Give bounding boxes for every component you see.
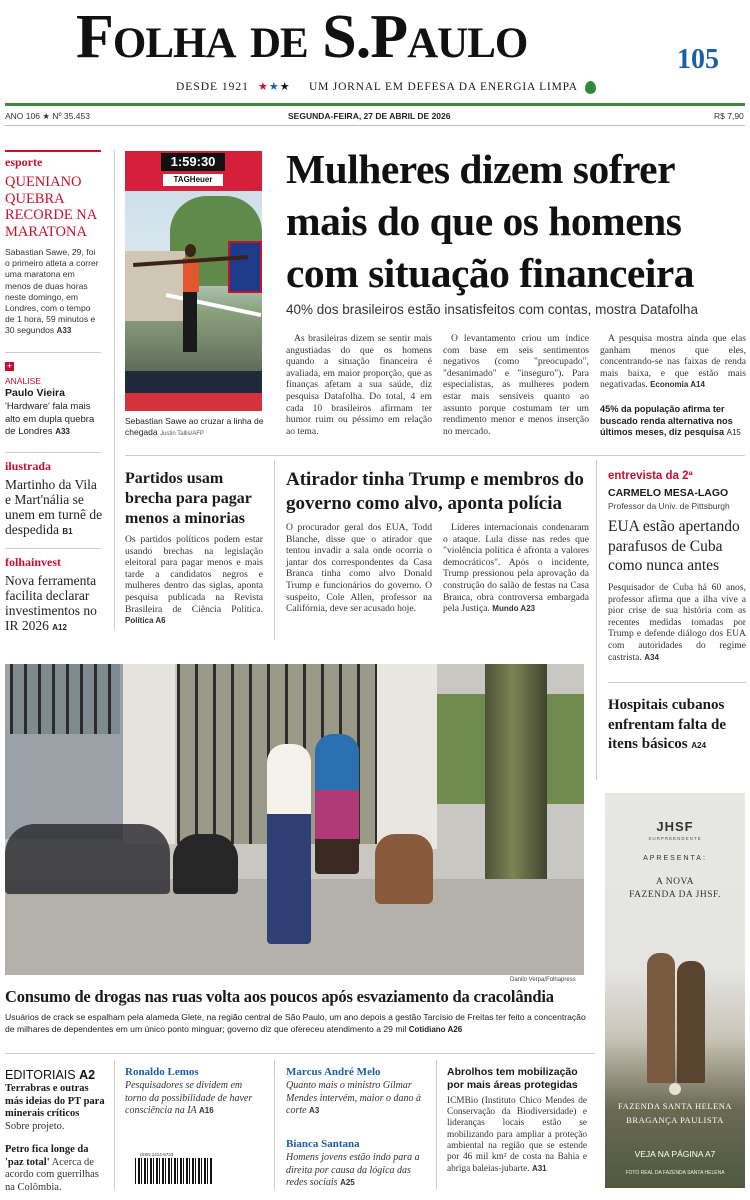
barcode-text: ISSN 1414-5723 xyxy=(140,1152,174,1157)
ad-brand-sub: SURPREENDENTE xyxy=(648,836,702,841)
col-divider xyxy=(114,1060,115,1190)
ad-farm: FAZENDA SANTA HELENA xyxy=(618,1101,732,1111)
wall-right xyxy=(377,664,437,849)
ad-farm-sub: BRAGANÇA PAULISTA xyxy=(626,1115,724,1125)
stars-icon: ★★★ xyxy=(258,81,291,93)
runner-legs xyxy=(183,292,197,352)
masthead-title xyxy=(76,2,527,72)
ilustrada-headline: Martinho da Vila e Mart'nália se unem em turnê de despedida B1 xyxy=(5,477,103,537)
atirador-col-2: Líderes internacionais condenaram o ataque. Lula disse nas redes que "violência política é afronta a valores democráticos". Após o incidente, Trump pressionou pela aprovação da construção do salão de festas na Casa Branca, obra controversa embargada pela Justiça. Mundo A23 xyxy=(443,522,589,615)
atirador-headline: Atirador tinha Trump e membros do governo como alvo, aponta polícia xyxy=(286,469,584,514)
entrevista-headline: EUA estão apertando parafusos de Cuba como nunca antes xyxy=(608,518,740,574)
col-divider xyxy=(596,460,597,780)
editoriais-label: EDITORIAIS A2 xyxy=(5,1068,96,1082)
entrevista-body: Pesquisador de Cuba há 60 anos, professor afirma que a ilha vive a pior crise de sua história com as recentes medidas tomadas por Trump e defende diálogo dos EUA com autoridades do regime castrista. A34 xyxy=(608,582,746,663)
barrier xyxy=(125,371,262,393)
barcode xyxy=(135,1158,213,1184)
ad-couple-figure-2 xyxy=(677,961,705,1083)
ad-couple-figure-1 xyxy=(647,953,675,1083)
columnist-text: Quanto mais o ministro Gilmar Mendes intervém, maior o dano à corte A3 xyxy=(286,1080,421,1116)
ad-foot: FOTO REAL DA FAZENDA SANTA HELENA xyxy=(625,1170,725,1176)
marathon-photo xyxy=(125,151,262,411)
mid-rule xyxy=(125,455,745,456)
standing-person xyxy=(315,734,359,874)
ad-line-2: FAZENDA DA JHSF. xyxy=(629,890,721,900)
columnist-3 xyxy=(286,1138,426,1190)
editoriais-item-2: Petro fica longe da 'paz total' Acerca de acordo com guerrilhas na Colômbia. xyxy=(5,1144,99,1193)
folhainvest-headline: Nova ferramenta facilita declarar investimentos no IR 2026 A12 xyxy=(5,573,97,633)
ad-line-1: A NOVA xyxy=(656,877,694,887)
seated-man xyxy=(375,834,433,904)
ad-brand: JHSF xyxy=(656,819,694,834)
finish-sponsor: TAGHeuer xyxy=(163,174,223,186)
bottom-rule xyxy=(5,1053,595,1054)
pillar xyxy=(123,664,175,844)
col-divider xyxy=(114,150,115,630)
editoriais-item-1: Terrabras e outras más ideias do PT para minerais críticos Sobre projeto. xyxy=(5,1083,105,1132)
date-rule xyxy=(5,125,745,126)
columnist-name: Ronaldo Lemos xyxy=(125,1066,199,1078)
columnist-1 xyxy=(125,1066,263,1118)
jhsf-ad[interactable] xyxy=(605,793,745,1188)
columnist-text: Homens jovens estão indo para a direita por causa da lógica das redes sociais A25 xyxy=(286,1152,420,1188)
left-section-bar xyxy=(5,150,101,152)
entrevista-rule xyxy=(608,682,746,683)
leaf-icon xyxy=(585,81,596,94)
col-divider xyxy=(274,1060,275,1190)
masthead-green-rule xyxy=(5,103,745,106)
cracolandia-headline: Consumo de drogas nas ruas volta aos poucos após esvaziamento da cracolândia xyxy=(5,987,554,1006)
col-divider xyxy=(436,1060,437,1190)
analise-author: Paulo Vieira xyxy=(5,387,65,399)
col-divider xyxy=(274,460,275,640)
columnist-name: Marcus André Melo xyxy=(286,1066,381,1078)
tree-logo-icon xyxy=(669,1083,681,1095)
entrevista-label: entrevista da 2ª xyxy=(608,470,693,482)
main-col-3: A pesquisa mostra ainda que elas ganham menos que eles, concentrando-se nas faixas de renda mais baixa, e que estão mais negativadas. Economia A14 xyxy=(600,333,746,391)
edition-year: ANO 106 ★ Nº 35.453 xyxy=(5,111,90,121)
columnist-text: Pesquisadores se dividem em torno da possibilidade de haver consciência na IA A16 xyxy=(125,1080,253,1116)
partidos-body: Os partidos políticos podem estar usando brechas na legislação eleitoral para pagar menos e mais tarde a candidatos negros e mulheres dentro das siglas, aponta pesquisa publicada na Revista Brasileira de Ciência Política. Política A6 xyxy=(125,534,263,626)
marathon-caption: Sebastian Sawe ao cruzar a linha de chegada Justin Tallis/AFP xyxy=(125,416,264,437)
slogan-text: UM JORNAL EM DEFESA DA ENERGIA LIMPA xyxy=(309,81,578,93)
left-rule-3 xyxy=(5,548,101,549)
plus-icon: + xyxy=(6,361,13,371)
main-col-2: O levantamento criou um índice com base em seis sentimentos negativos (como "preocupado", "desanimado" e "inseguro"). Para especialistas, as mulheres podem estar mais sensíveis quanto ao assunto porque costumam ter um rendimento menor e menos inserção no mercado. xyxy=(443,333,589,437)
finish-clock: 1:59:30 xyxy=(161,153,225,171)
entrevista-role: Professor da Univ. de Pittsburgh xyxy=(608,501,730,511)
columnist-name: Bianca Santana xyxy=(286,1138,360,1150)
ad-presents: APRESENTA: xyxy=(643,855,707,862)
hospitais-headline: Hospitais cubanos enfrentam falta de itens básicos A24 xyxy=(608,697,727,752)
section-esporte: esporte xyxy=(5,155,43,169)
edition-date: SEGUNDA-FEIRA, 27 DE ABRIL DE 2026 xyxy=(288,111,451,121)
runner-head xyxy=(185,244,196,257)
left-rule-2 xyxy=(5,452,101,453)
abrolhos-headline: Abrolhos tem mobilização por mais áreas protegidas xyxy=(447,1066,578,1091)
columnist-2 xyxy=(286,1066,426,1118)
walking-woman xyxy=(267,744,311,944)
cracolandia-credit: Danilo Verpa/Folhapress xyxy=(510,977,576,983)
main-headline: Mulheres dizem sofrer mais do que os homens com situação financeira xyxy=(286,146,695,296)
main-related: 45% da população afirma ter buscado renda alternativa nos últimos meses, diz pesquisa A15 xyxy=(600,404,741,437)
atirador-col-1: O procurador geral dos EUA, Todd Blanche, disse que o atirador que tentou invadir a sala onde ocorria o jantar dos correspondentes da Casa Branca tinha como alvo Donald Trump e funcionários do governo. O suspeito, Cole Allen, professor na Califórnia, deve ser acusado hoje. xyxy=(286,522,432,615)
edition-price: R$ 7,90 xyxy=(714,111,744,121)
section-ilustrada: ilustrada xyxy=(5,459,52,473)
main-col-1: As brasileiras dizem se sentir mais angustiadas do que os homens quando a situação financeira é avaliada, em maior proporção, que as finanças afetam a sua saúde, diz pesquisa Datafolha. Do total, 4 em cada 10 brasileiros afirmam ter humor ruim ou péssimo em relação ao tema. xyxy=(286,333,432,437)
abrolhos-body: ICMBio (Instituto Chico Mendes de Conservação da Biodiversidade) e lideranças locais estão se mobilizando para ampliar a proteção ambiental na região que se estende por 46 mil km² de costa na Bahia e abriga baleias-jubarte. A31 xyxy=(447,1096,587,1175)
flag-union-jack xyxy=(228,241,262,293)
founded-text: DESDE 1921 xyxy=(176,81,249,93)
cracolandia-photo xyxy=(5,664,584,975)
people-sitting-left xyxy=(5,824,170,894)
people-sitting-center xyxy=(173,834,238,894)
partidos-headline: Partidos usam brecha para pagar menos a minorias xyxy=(125,470,252,527)
road xyxy=(125,393,262,411)
esporte-body: Sabastian Sawe, 29, foi o primeiro atleta a correr uma maratona em menos de duas horas neste domingo, em Londres, com o tempo de 1 hora, 59 minutos e 30 segundos A33 xyxy=(5,247,99,336)
anniversary-badge: 105 xyxy=(677,44,719,75)
main-subhead: 40% dos brasileiros estão insatisfeitos com contas, mostra Datafolha xyxy=(286,302,698,317)
analise-body: 'Hardware' fala mais alto em dupla quebra de Londres A33 xyxy=(5,401,95,437)
esporte-headline: QUENIANO QUEBRA RECORDE NA MARATONA xyxy=(5,174,97,240)
masthead-title-text: Folha de S.Paulo xyxy=(76,3,528,71)
window-bars-left xyxy=(10,664,120,734)
section-folhainvest: folhainvest xyxy=(5,555,62,569)
analise-label: ANÁLISE xyxy=(5,376,41,386)
ad-cta[interactable]: VEJA NA PÁGINA A7 xyxy=(634,1149,716,1159)
entrevista-name: CARMELO MESA-LAGO xyxy=(608,487,729,499)
left-rule-1 xyxy=(5,352,101,353)
cracolandia-body: Usuários de crack se espalham pela alameda Glete, na região central de São Paulo, um ano depois a gestão Tarcísio de Freitas ter feito a concentração de milhares de dependentes em um único ponto minguar; governo diz que ofereceu atendimento a 29 mil Cotidiano A26 xyxy=(5,1012,586,1034)
